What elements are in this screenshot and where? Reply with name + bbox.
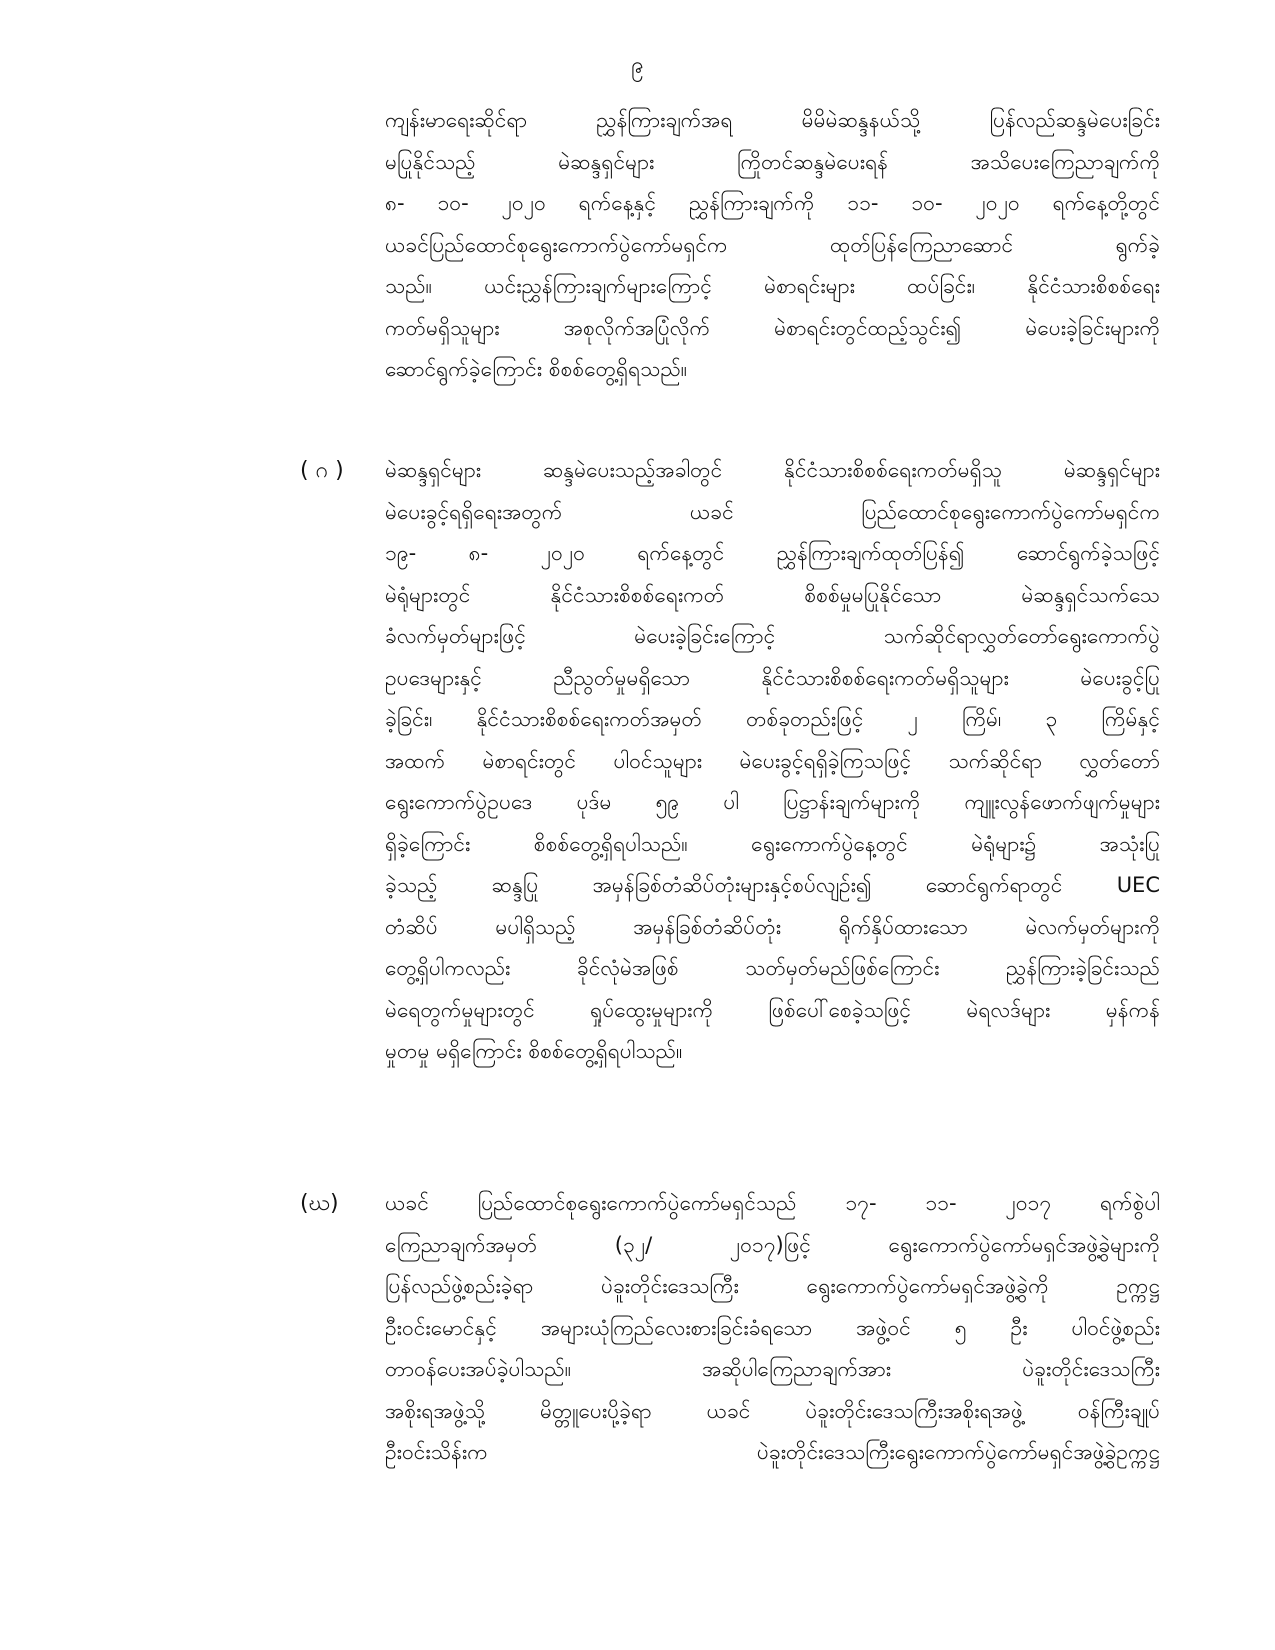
section-body: [385, 450, 1160, 1073]
text-line: မဲပေးခွင့်ရရှိရေးအတွက် ယခင် ပြည်ထောင်စုရွေးကောက်ပွဲကော်မရှင်က: [385, 499, 1160, 524]
text-line: ၈- ၁၀- ၂၀၂၀ ရက်နေ့နှင့် ညွှန်ကြားချက်ကို ၁၁- ၁၀- ၂၀၂၀ ရက်နေ့တို့တွင်: [385, 191, 1160, 215]
text-line: တာဝန်ပေးအပ်ခဲ့ပါသည်။ အဆိုပါကြေညာချက်အား ပဲခူးတိုင်းဒေသကြီး: [385, 1357, 1160, 1381]
text-line: ယခင်ပြည်ထောင်စုရွေးကောက်ပွဲကော်မရှင်က ထုတ်ပြန်ကြေညာဆောင် ရွက်ခဲ့: [385, 232, 1160, 257]
text-line: မဲဆန္ဒရှင်များ ဆန္ဒမဲပေးသည့်အခါတွင် နိုင်ငံသားစိစစ်ရေးကတ်မရှိသူ မဲဆန္ဒရှင်များ: [385, 458, 1160, 482]
text-line: ဦးဝင်းသိန်းက ပဲခူးတိုင်းဒေသကြီးရွေးကောက်ပွဲကော်မရှင်အဖွဲ့ခွဲဥက္ကဋ္ဌ: [385, 1440, 1160, 1464]
text-line: ပြန်လည်ဖွဲ့စည်းခဲ့ရာ ပဲခူးတိုင်းဒေသကြီး ရွေးကောက်ပွဲကော်မရှင်အဖွဲ့ခွဲကို ဥက္ကဋ္ဌ: [385, 1274, 1160, 1298]
text-line: ခဲ့ခြင်း၊ နိုင်ငံသားစိစစ်ရေးကတ်အမှတ် တစ်ခုတည်းဖြင့် ၂ ကြိမ်၊ ၃ ကြိမ်နှင့်: [385, 707, 1160, 731]
text-line: ဆောင်ရွက်ခဲ့ကြောင်း စိစစ်တွေ့ရှိရသည်။: [385, 357, 688, 381]
text-line: မဲရုံများတွင် နိုင်ငံသားစိစစ်ရေးကတ် စိစစ်မှုမပြုနိုင်သော မဲဆန္ဒရှင်သက်သေ: [385, 582, 1160, 607]
text-line: မပြုနိုင်သည့် မဲဆန္ဒရှင်များ ကြိုတင်ဆန္ဒမဲပေးရန် အသိပေးကြေညာချက်ကို: [385, 149, 1160, 174]
text-line: ကြေညာချက်အမှတ် (၃၂/ ၂၀၁၇)ဖြင့် ရွေးကောက်ပွဲကော်မရှင်အဖွဲ့ခွဲများကို: [385, 1232, 1160, 1257]
text-line: ခံလက်မှတ်များဖြင့် မဲပေးခဲ့ခြင်းကြောင့် သက်ဆိုင်ရာလွှတ်တော်ရွေးကောက်ပွဲ: [385, 624, 1160, 648]
text-line: တွေ့ရှိပါကလည်း ခိုင်လုံမဲအဖြစ် သတ်မှတ်မည်ဖြစ်ကြောင်း ညွှန်ကြားခဲ့ခြင်းသည်: [385, 956, 1160, 980]
text-line: ကျန်းမာရေးဆိုင်ရာ ညွှန်ကြားချက်အရ မိမိမဲဆန္ဒနယ်သို့ ပြန်လည်ဆန္ဒမဲပေးခြင်း: [385, 108, 1160, 132]
text-line: အထက် မဲစာရင်းတွင် ပါဝင်သူများ မဲပေးခွင့်ရရှိခဲ့ကြသဖြင့် သက်ဆိုင်ရာ လွှတ်တော်: [385, 748, 1160, 773]
text-line: ၁၉- ၈- ၂၀၂၀ ရက်နေ့တွင် ညွှန်ကြားချက်ထုတ်ပြန်၍ ဆောင်ရွက်ခဲ့သဖြင့်: [385, 541, 1160, 565]
text-line: ယခင် ပြည်ထောင်စုရွေးကောက်ပွဲကော်မရှင်သည် ၁၇- ၁၁- ၂၀၁၇ ရက်စွဲပါ: [385, 1191, 1160, 1215]
text-line: ဥပဒေများနှင့် ညီညွတ်မှုမရှိသော နိုင်ငံသားစိစစ်ရေးကတ်မရှိသူများ မဲပေးခွင့်ပြု: [385, 665, 1160, 690]
intro-paragraph: [385, 100, 1160, 391]
text-line: ဦးဝင်းမောင်နှင့် အများယုံကြည်လေးစားခြင်းခံရသော အဖွဲ့ဝင် ၅ ဦး ပါဝင်ဖွဲ့စည်း: [385, 1315, 1160, 1340]
text-line: တံဆိပ် မပါရှိသည့် အမှန်ခြစ်တံဆိပ်တုံး ရိုက်နှိပ်ထားသော မဲလက်မှတ်များကို: [385, 914, 1160, 939]
section-marker: (ဃ): [300, 1191, 339, 1216]
section-marker: ( ဂ ): [300, 458, 344, 483]
text-line: ကတ်မရှိသူများ အစုလိုက်အပြုံလိုက် မဲစာရင်းတွင်ထည့်သွင်း၍ မဲပေးခဲ့ခြင်းများကို: [385, 315, 1160, 340]
text-line: မှုတမှု မရှိကြောင်း စိစစ်တွေ့ရှိရပါသည်။: [385, 1039, 683, 1063]
text-line: ရွေးကောက်ပွဲဥပဒေ ပုဒ်မ ၅၉ ပါ ပြဋ္ဌာန်းချက်များကို ကျူးလွန်ဖောက်ဖျက်မှုများ: [385, 790, 1160, 814]
text-line: သည်။ ယင်းညွှန်ကြားချက်များကြောင့် မဲစာရင်းများ ထပ်ခြင်း၊ နိုင်ငံသားစိစစ်ရေး: [385, 274, 1160, 298]
text-line: ခဲ့သည့် ဆန္ဒပြု အမှန်ခြစ်တံဆိပ်တုံးများနှင့်စပ်လျဉ်း၍ ဆောင်ရွက်ရာတွင် UEC: [385, 873, 1160, 897]
text-line: ရှိခဲ့ကြောင်း စိစစ်တွေ့ရှိရပါသည်။ ရွေးကောက်ပွဲနေ့တွင် မဲရုံများ၌ အသုံးပြု: [385, 831, 1160, 856]
section-body: [385, 1183, 1160, 1474]
text-line: အစိုးရအဖွဲ့သို့ မိတ္တူပေးပို့ခဲ့ရာ ယခင် ပဲခူးတိုင်းဒေသကြီးအစိုးရအဖွဲ့ ဝန်ကြီးချုပ်: [385, 1398, 1160, 1423]
page-number: ၉: [631, 53, 644, 78]
text-line: မဲရေတွက်မှုများတွင် ရှုပ်ထွေးမှုများကို ဖြစ်ပေါ်စေခဲ့သဖြင့် မဲရလဒ်များ မှန်ကန်: [385, 997, 1160, 1022]
